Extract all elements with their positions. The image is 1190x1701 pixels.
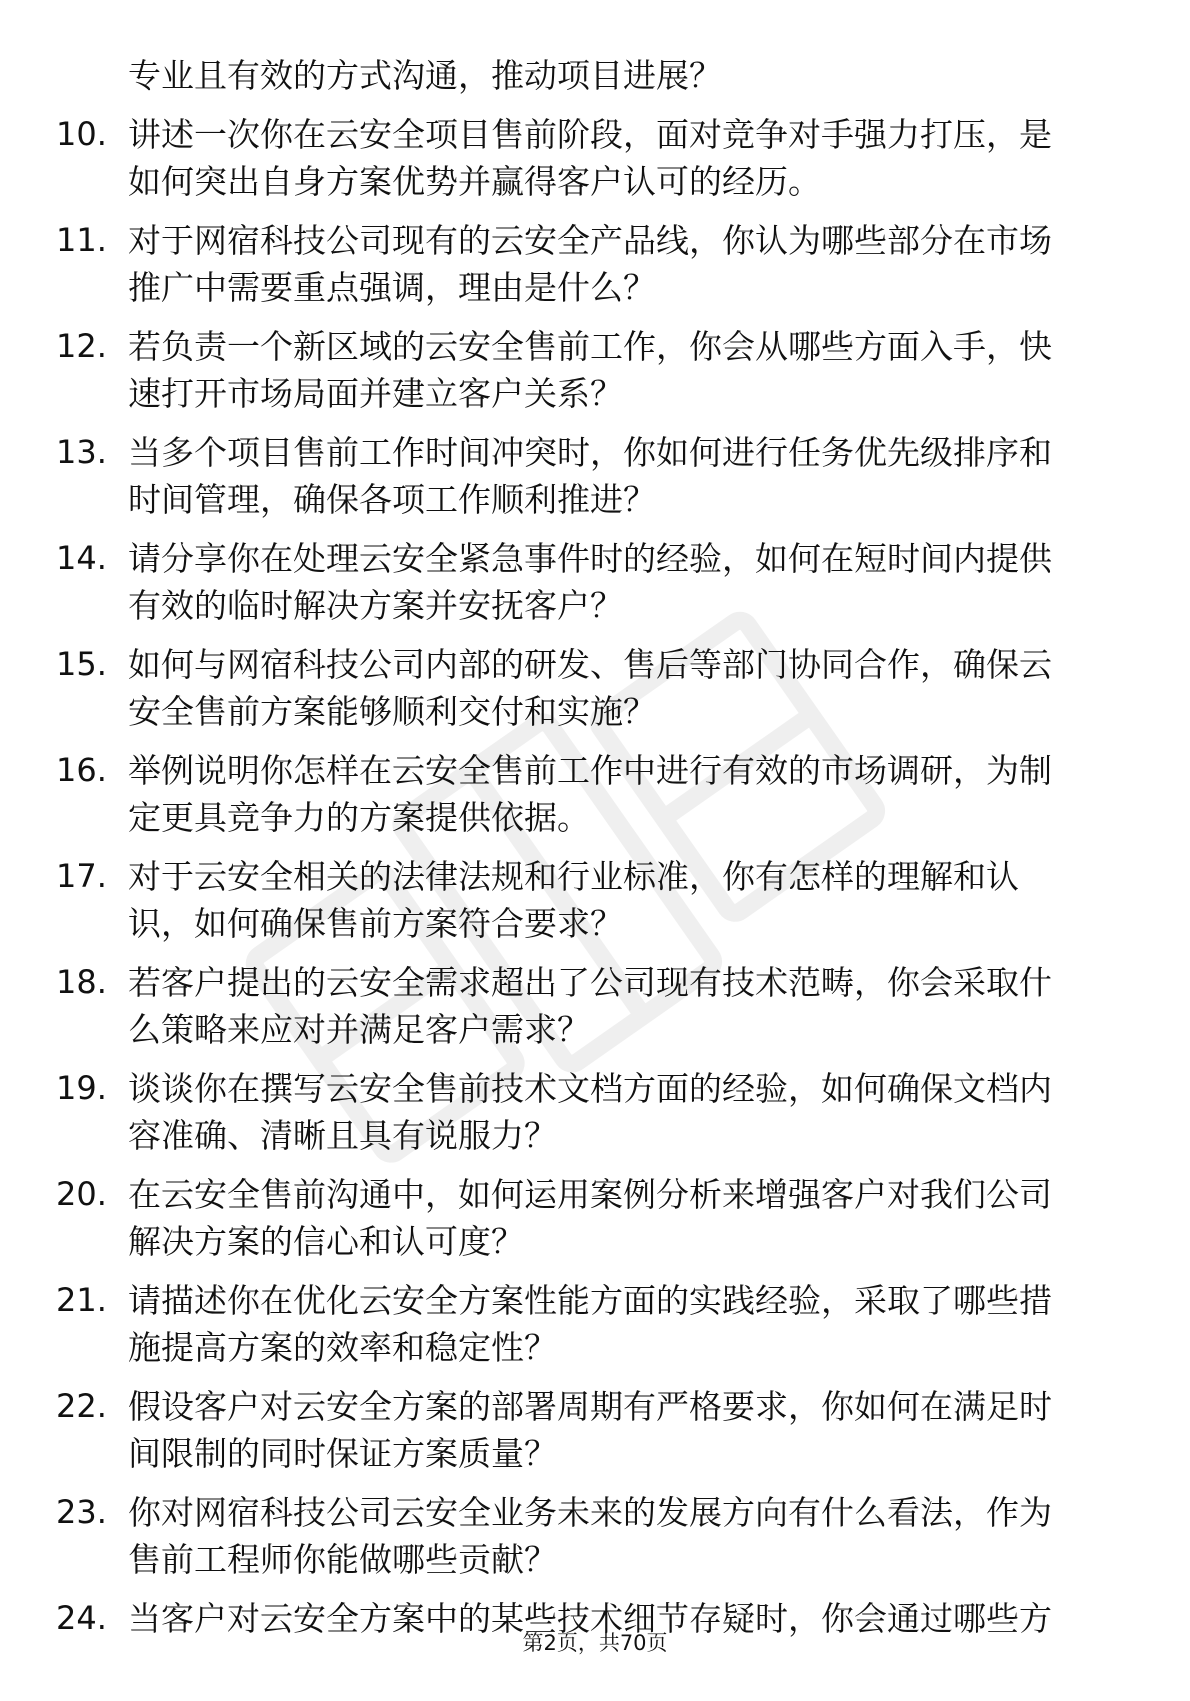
- question-number: 21.: [56, 1281, 107, 1319]
- question-number: 18.: [56, 963, 107, 1001]
- question-text: [128, 111, 1108, 205]
- question-line: 施提高方案的效率和稳定性？: [128, 1328, 557, 1367]
- question-line: 你对网宿科技公司云安全业务未来的发展方向有什么看法，作为: [128, 1493, 1052, 1532]
- question-line: 如何与网宿科技公司内部的研发、售后等部门协同合作，确保云: [128, 645, 1052, 684]
- question-number: 16.: [56, 751, 107, 789]
- question-text: [128, 217, 1108, 311]
- question-text: [128, 1383, 1108, 1477]
- question-text: [128, 1489, 1108, 1583]
- question-line: 请分享你在处理云安全紧急事件时的经验，如何在短时间内提供: [128, 539, 1052, 578]
- question-list: [0, 111, 1190, 1701]
- question-line: 举例说明你怎样在云安全售前工作中进行有效的市场调研，为制: [128, 751, 1052, 790]
- question-text: [128, 959, 1108, 1053]
- question-item: [0, 1489, 1190, 1595]
- question-text: [128, 429, 1108, 523]
- question-number: 13.: [56, 433, 107, 471]
- question-line: 识，如何确保售前方案符合要求？: [128, 904, 623, 943]
- question-line: 对于云安全相关的法律法规和行业标准，你有怎样的理解和认: [128, 857, 1019, 896]
- question-line: 当客户对云安全方案中的某些技术细节存疑时，你会通过哪些方: [128, 1599, 1052, 1638]
- question-text: [128, 535, 1108, 629]
- question-line: 安全售前方案能够顺利交付和实施？: [128, 692, 656, 731]
- question-text: [128, 641, 1108, 735]
- question-number: 14.: [56, 539, 107, 577]
- question-text: [128, 853, 1108, 947]
- question-line: 容准确、清晰且具有说服力？: [128, 1116, 557, 1155]
- question-line: 推广中需要重点强调，理由是什么？: [128, 268, 656, 307]
- question-line: 对于网宿科技公司现有的云安全产品线，你认为哪些部分在市场: [128, 221, 1052, 260]
- question-line: 有效的临时解决方案并安抚客户？: [128, 586, 623, 625]
- question-line: 解决方案的信心和认可度？: [128, 1222, 524, 1261]
- question-number: 10.: [56, 115, 107, 153]
- question-line: 时间管理，确保各项工作顺利推进？: [128, 480, 656, 519]
- page-footer: 第2页，共70页: [522, 1631, 668, 1655]
- question-line: 速打开市场局面并建立客户关系？: [128, 374, 623, 413]
- question-number: 11.: [56, 221, 107, 259]
- question-line: 请描述你在优化云安全方案性能方面的实践经验，采取了哪些措: [128, 1281, 1052, 1320]
- question-number: 12.: [56, 327, 107, 365]
- question-line: 假设客户对云安全方案的部署周期有严格要求，你如何在满足时: [128, 1387, 1052, 1426]
- question-text: [128, 1171, 1108, 1265]
- question-line: 若负责一个新区域的云安全售前工作，你会从哪些方面入手，快: [128, 327, 1052, 366]
- question-number: 24.: [56, 1599, 107, 1637]
- question-text: [128, 1277, 1108, 1371]
- question-line: 讲述一次你在云安全项目售前阶段，面对竞争对手强力打压，是: [128, 115, 1052, 154]
- question-item: [0, 323, 1190, 429]
- question-item: [0, 1171, 1190, 1277]
- question-item: [0, 429, 1190, 535]
- question-number: 15.: [56, 645, 107, 683]
- question-number: 20.: [56, 1175, 107, 1213]
- question-line: 若客户提出的云安全需求超出了公司现有技术范畴，你会采取什: [128, 963, 1052, 1002]
- question-line: 当多个项目售前工作时间冲突时，你如何进行任务优先级排序和: [128, 433, 1052, 472]
- question-item: [0, 1383, 1190, 1489]
- question-item: [0, 959, 1190, 1065]
- question-item: [0, 217, 1190, 323]
- question-line: 定更具竞争力的方案提供依据。: [128, 798, 590, 837]
- question-item: [0, 111, 1190, 217]
- question-number: 19.: [56, 1069, 107, 1107]
- question-line: 如何突出自身方案优势并赢得客户认可的经历。: [128, 162, 821, 201]
- question-item: [0, 641, 1190, 747]
- question-line: 么策略来应对并满足客户需求？: [128, 1010, 590, 1049]
- question-item: [0, 1277, 1190, 1383]
- question-item: [0, 1065, 1190, 1171]
- question-number: 22.: [56, 1387, 107, 1425]
- question-item: [0, 853, 1190, 959]
- continuation-text: 专业且有效的方式沟通，推动项目进展？: [128, 56, 722, 95]
- question-line: 间限制的同时保证方案质量？: [128, 1434, 557, 1473]
- question-text: [128, 1065, 1108, 1159]
- question-number: 17.: [56, 857, 107, 895]
- question-line: 售前工程师你能做哪些贡献？: [128, 1540, 557, 1579]
- question-line: 谈谈你在撰写云安全售前技术文档方面的经验，如何确保文档内: [128, 1069, 1052, 1108]
- question-item: [0, 747, 1190, 853]
- question-item: [0, 535, 1190, 641]
- question-text: [128, 323, 1108, 417]
- question-text: [128, 747, 1108, 841]
- question-line: 在云安全售前沟通中，如何运用案例分析来增强客户对我们公司: [128, 1175, 1052, 1214]
- question-number: 23.: [56, 1493, 107, 1531]
